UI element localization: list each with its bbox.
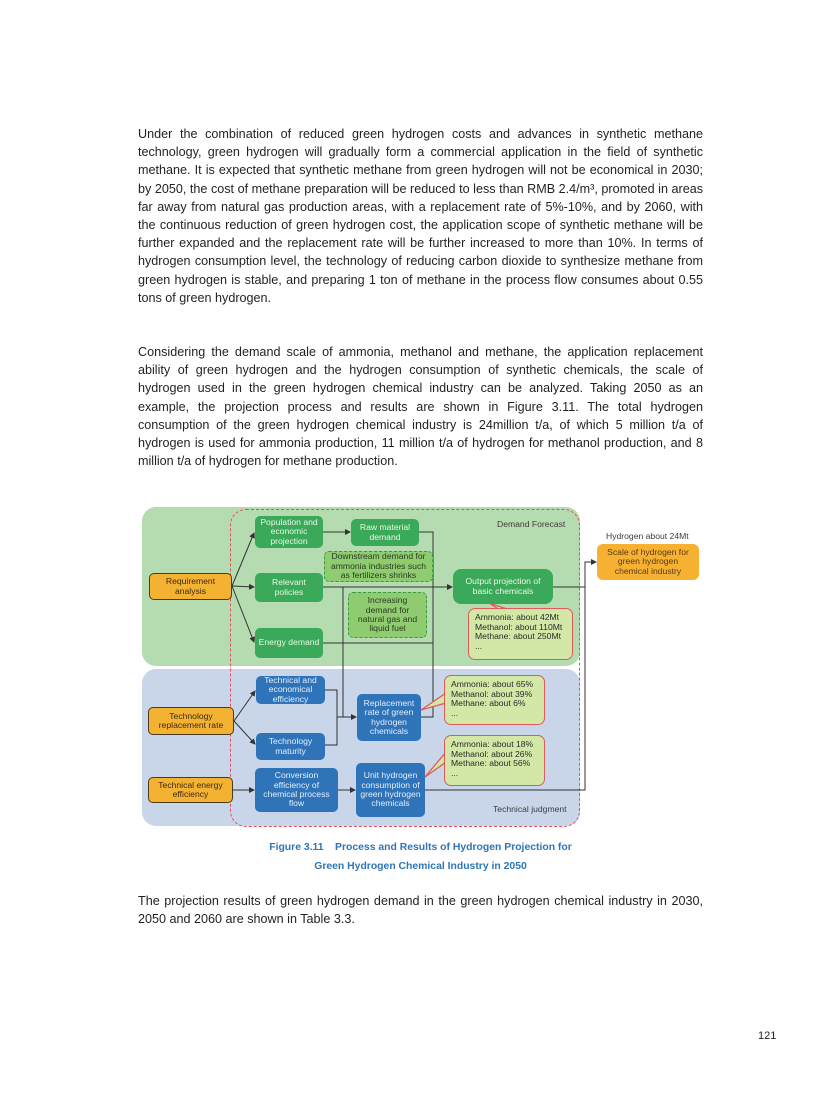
hydrogen-total-label: Hydrogen about 24Mt [606,531,689,541]
page-number: 121 [758,1030,777,1042]
callout-line: Ammonia: about 18% [451,739,534,749]
downstream-demand-box: Downstream demand for ammonia industries such as fertilizers shrinks [324,551,433,582]
callout-line: Methanol: about 39% [451,688,533,699]
raw-material-box: Raw material demand [351,519,419,546]
unit-hydrogen-consumption-box: Unit hydrogen consumption of green hydrogen chemicals [356,763,425,817]
demand-forecast-label: Demand Forecast [497,519,566,529]
tech-replacement-rate-box: Technology replacement rate [148,707,234,735]
callout-line: Methane: about 6% [451,698,526,709]
tech-econ-efficiency-box: Technical and economical efficiency [256,676,325,704]
callout-line: ... [451,767,459,778]
tech-maturity-box: Technology maturity [256,733,325,760]
increasing-demand-box: Increasing demand for natural gas and liquid fuel [348,592,427,638]
callout-line: ... [451,707,459,718]
callout-line: Ammonia: about 65% [451,679,534,689]
conversion-efficiency-box: Conversion efficiency of chemical process flow [255,768,338,812]
paragraph-hydrogen-scale: Considering the demand scale of ammonia, methanol and methane, the application replacement ability of green hydrogen and the hydrogen consumption of synthetic chemicals, the scale of hydrogen used in the green hydrogen chemical industry can be analyzed. Taking 2050 as an example, the projection process and results are shown in Figure 3.11. The total hydrogen consumption of the green hydrogen chemical industry is 24million t/a, of which 5 million t/a of hydrogen is used for ammonia production, 11 million t/a of hydrogen for methanol production, and 8 million t/a of hydrogen for methane production. [138,345,703,469]
replacement-rate-box: Replacement rate of green hydrogen chemicals [357,694,421,741]
callout-line: Methanol: about 26% [451,748,533,759]
figure-caption-line1: Figure 3.11 Process and Results of Hydrogen Projection for [269,842,572,853]
callout-line: Methanol: about 110Mt [475,621,563,632]
tech-energy-efficiency-box: Technical energy efficiency [148,777,233,803]
output-projection-box: Output projection of basic chemicals [453,569,553,604]
callout-line: Methane: about 56% [451,758,531,769]
callout-line: ... [475,640,483,651]
requirement-analysis-box: Requirement analysis [149,573,232,600]
energy-demand-box: Energy demand [255,628,323,658]
paragraph-table-reference: The projection results of green hydrogen demand in the green hydrogen chemical industry in 2030, 2050 and 2060 are shown in Table 3.3. [138,894,703,927]
population-box: Population and economic projection [255,516,323,548]
paragraph-synthetic-methane: Under the combination of reduced green hydrogen costs and advances in synthetic methane technology, green hydrogen will gradually form a commercial application in the field of synthetic methane. It is expected that synthetic methane from green hydrogen will not be economical in 2030; by 2050, the cost of methane preparation will be reduced to less than RMB 2.4/m³, promoted in areas far away from natural gas production areas, with a replacement rate of 5%-10%, and by 2060, with the continuous reduction of green hydrogen cost, the application scope of synthetic methane will be further expanded and the replacement rate will be further increased to more than 10%. In terms of hydrogen consumption level, the technology of reducing carbon dioxide to synthesize methane from green hydrogen is stable, and preparing 1 ton of methane in the process flow consumes about 0.55 tons of green hydrogen. [138,127,703,305]
unit-consumption-callout [444,735,545,786]
technical-judgment-label: Technical judgment [493,804,567,814]
figure-caption-line2: Green Hydrogen Chemical Industry in 2050 [314,861,527,872]
callout-line: Ammonia: about 42Mt [475,612,560,622]
replacement-callout [444,675,545,725]
callout-line: Methane: about 250Mt [475,631,561,642]
output-callout [468,608,573,660]
scale-of-hydrogen-box: Scale of hydrogen for green hydrogen chemical industry [597,544,699,580]
relevant-policies-box: Relevant policies [255,573,323,602]
